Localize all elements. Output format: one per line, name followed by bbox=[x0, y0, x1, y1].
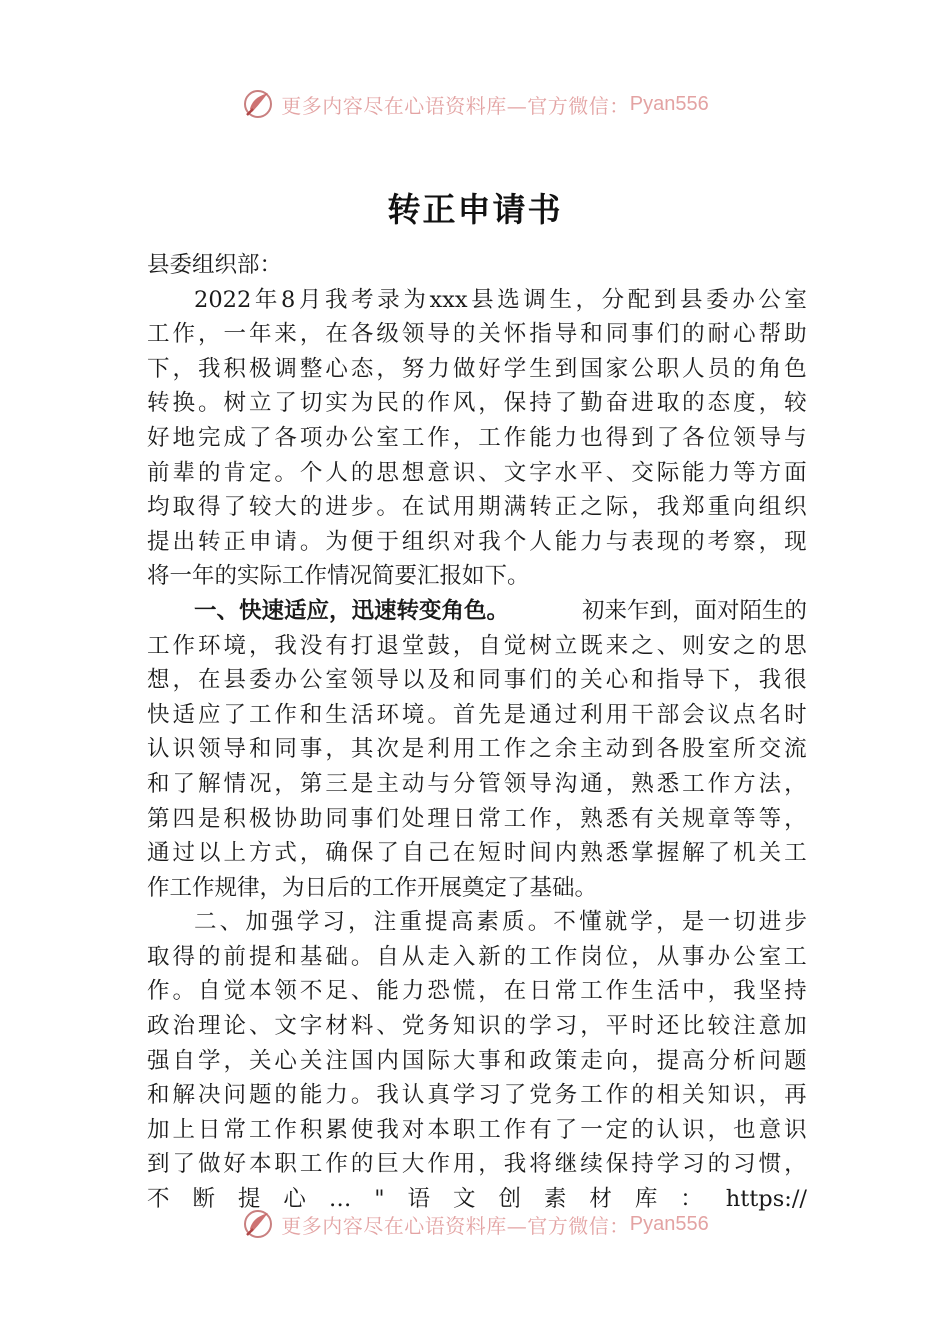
paragraph-line: 强 自 学 ， 关 心 关 注 国 内 国 际 大 事 和 政 策 走 向 ， 提 高 分 析 问 题 bbox=[147, 1047, 807, 1074]
paragraph-line: 作工作规律，为日后的工作开展奠定了基础。 bbox=[147, 874, 598, 901]
paragraph-line: 到 了 做 好 本 职 工 作 的 巨 大 作 用 ， 我 将 继 续 保 持 学 习 的 习 惯 ， bbox=[147, 1151, 807, 1178]
paragraph-line: 下 ， 我 积 极 调 整 心 态 ， 努 力 做 好 学 生 到 国 家 公 职 人 员 的 角 色 bbox=[147, 355, 807, 382]
paragraph-line: 转 换 。 树 立 了 切 实 为 民 的 作 风 ， 保 持 了 勤 奋 进 取 的 态 度 ， 较 bbox=[147, 390, 807, 417]
paragraph-line: 第 四 是 积 极 协 助 同 事 们 处 理 日 常 工 作 ， 熟 悉 有 关 规 章 等 等 ， bbox=[147, 805, 807, 832]
document-title: 转正申请书 bbox=[387, 190, 563, 229]
paragraph-line: 通 过 以 上 方 式 ， 确 保 了 自 己 在 短 时 间 内 熟 悉 掌 握 解 了 机 关 工 bbox=[147, 840, 807, 867]
paragraph-line: 工 作 ， 一 年 来 ， 在 各 级 领 导 的 关 怀 指 导 和 同 事 们 的 耐 心 帮 助 bbox=[147, 321, 807, 348]
watermark-text: 更多内容尽在心语资料库—官方微信： bbox=[281, 1213, 630, 1238]
document-body bbox=[147, 248, 807, 1217]
paragraph-line: 和 解 决 问 题 的 能 力 。 我 认 真 学 习 了 党 务 工 作 的 相 关 知 识 ， 再 bbox=[147, 1082, 807, 1109]
paragraph-line-truncated: 不 断 提 心 … " 语 文 创 素 材 库 ： https:// bbox=[147, 1186, 807, 1213]
paragraph-line: 快 适 应 了 工 作 和 生 活 环 境 。 首 先 是 通 过 利 用 干 部 会 议 点 名 时 bbox=[147, 701, 807, 728]
paragraph-line: 和 了 解 情 况 ， 第 三 是 主 动 与 分 管 领 导 沟 通 ， 熟 悉 工 作 方 法 ， bbox=[147, 770, 807, 797]
section-1-heading: 一、快速适应，迅速转变角色。 bbox=[194, 597, 510, 624]
paragraph-line: 均 取 得 了 较 大 的 进 步 。 在 试 用 期 满 转 正 之 际 ， 我 郑 重 向 组 织 bbox=[147, 494, 807, 521]
paragraph-line: 想 ， 在 县 委 办 公 室 领 导 以 及 和 同 事 们 的 关 心 和 指 导 下 ， 我 很 bbox=[147, 667, 807, 694]
watermark-wechat-id: Pyan556 bbox=[629, 1212, 709, 1235]
watermark-text: 更多内容尽在心语资料库—官方微信： bbox=[281, 93, 630, 118]
paragraph-line: 作 。 自 觉 本 领 不 足 、 能 力 恐 慌 ， 在 日 常 工 作 生 活 中 ， 我 坚 持 bbox=[147, 978, 807, 1005]
section-1-text: 初来乍到，面对陌生的 bbox=[581, 597, 807, 624]
salutation: 县委组织部： bbox=[147, 252, 283, 278]
paragraph-line: 2022 年 8 月 我 考 录 为 xxx 县 选 调 生 ， 分 配 到 县 委 办 公 室 bbox=[194, 286, 807, 313]
section-2-first-line: 二 、 加 强 学 习 ， 注 重 提 高 素 质 。 不 懂 就 学 ， 是 一 切 进 步 bbox=[194, 909, 807, 936]
section-1-first-line bbox=[147, 594, 807, 629]
paragraph-line: 好 地 完 成 了 各 项 办 公 室 工 作 ， 工 作 能 力 也 得 到 了 各 位 领 导 与 bbox=[147, 424, 807, 451]
brand-logo-icon bbox=[241, 87, 275, 121]
watermark-footer bbox=[0, 1204, 950, 1244]
paragraph-line: 加 上 日 常 工 作 积 累 使 我 对 本 职 工 作 有 了 一 定 的 认 识 ， 也 意 识 bbox=[147, 1116, 807, 1143]
paragraph-line: 提 出 转 正 申 请 。 为 便 于 组 织 对 我 个 人 能 力 与 表 现 的 考 察 ， 现 bbox=[147, 528, 807, 555]
paragraph-line: 将一年的实际工作情况简要汇报如下。 bbox=[147, 563, 530, 590]
paragraph-line: 认 识 领 导 和 同 事 ， 其 次 是 利 用 工 作 之 余 主 动 到 各 股 室 所 交 流 bbox=[147, 736, 807, 763]
paragraph-line: 政 治 理 论 、 文 字 材 料 、 党 务 知 识 的 学 习 ， 平 时 还 比 较 注 意 加 bbox=[147, 1013, 807, 1040]
watermark-wechat-id: Pyan556 bbox=[629, 92, 709, 115]
brand-logo-icon bbox=[241, 1207, 275, 1241]
paragraph-line: 前 辈 的 肯 定 。 个 人 的 思 想 意 识 、 文 字 水 平 、 交 际 能 力 等 方 面 bbox=[147, 459, 807, 486]
watermark-header bbox=[0, 84, 950, 124]
paragraph-line: 取 得 的 前 提 和 基 础 。 自 从 走 入 新 的 工 作 岗 位 ， 从 事 办 公 室 工 bbox=[147, 943, 807, 970]
paragraph-line: 工 作 环 境 ， 我 没 有 打 退 堂 鼓 ， 自 觉 树 立 既 来 之 、 则 安 之 的 思 bbox=[147, 632, 807, 659]
